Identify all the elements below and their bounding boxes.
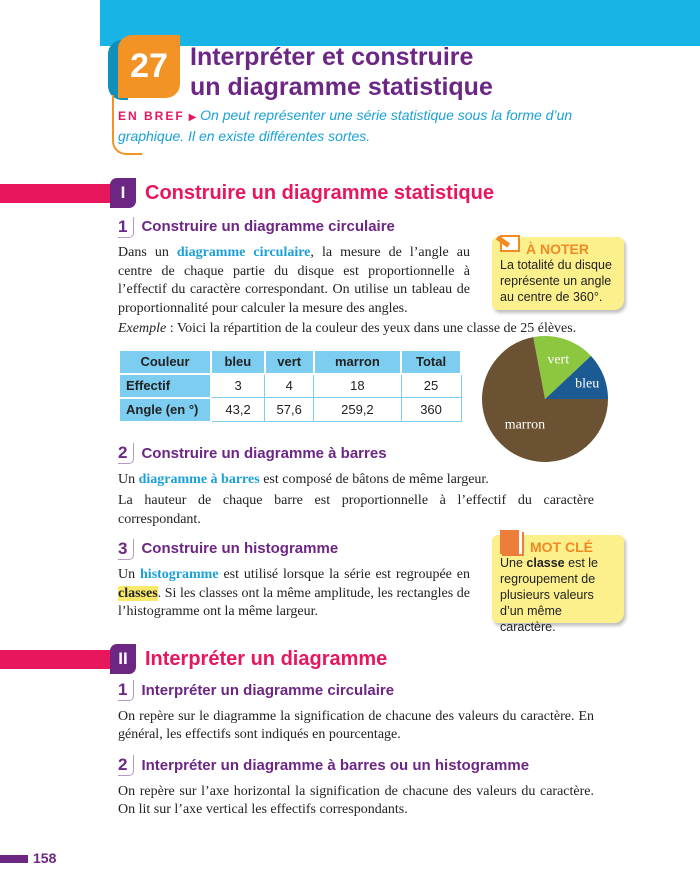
- section-title: Interpréter un diagramme: [145, 647, 388, 670]
- top-band: [100, 0, 700, 46]
- page-number-bar: [0, 855, 28, 863]
- section-bar: [0, 184, 112, 203]
- highlight: classes: [118, 585, 158, 601]
- note-text: La totalité du disque représente un angle au centre de 360°.: [500, 258, 612, 304]
- subsection-heading: 1 Interpréter un diagramme circulaire: [118, 680, 395, 699]
- note-title: À NOTER: [526, 241, 589, 257]
- section-heading: [118, 178, 628, 208]
- section-numeral: I: [110, 178, 136, 208]
- pie-label-vert: vert: [547, 352, 570, 368]
- table-row: Angle (en °) 43,2 57,6 259,2 360: [119, 398, 461, 422]
- subsection-heading: 3 Construire un histogramme: [118, 538, 339, 558]
- keyword-text: Une classe est le regroupement de plusieurs valeurs d’un même caractère.: [500, 556, 598, 634]
- triangle-right-icon: ▶: [188, 112, 197, 123]
- paragraph: Un histogramme est utilisé lorsque la série est regroupée en classes. Si les classes ont la même amplitude, les rectangles de l’histogramme ont la même largeur.: [118, 567, 470, 619]
- keyword: diagramme circulaire: [176, 245, 311, 260]
- section-numeral: II: [110, 644, 136, 674]
- page-title: [190, 42, 493, 102]
- pie-label-marron: marron: [504, 417, 546, 433]
- title-line-1: Interpréter et construire: [190, 43, 474, 71]
- main-content: [118, 178, 628, 820]
- table-row: Effectif 3 4 18 25: [119, 374, 461, 398]
- data-table: Couleur bleu vert marron Total Effectif 3 4 18 25 Angle (en °) 43,2 57,6 259,2 360: [118, 349, 462, 423]
- example: Exemple : Voici la répartition de la couleur des yeux dans une classe de 25 élèves.: [118, 321, 577, 336]
- bref-text: On peut représenter une série statistique sous la forme d’un graphique. Il en existe différentes sortes.: [118, 107, 573, 144]
- subsection-number: 1: [118, 217, 134, 238]
- pie-label-bleu: bleu: [575, 376, 600, 392]
- subsection-heading: [118, 216, 628, 238]
- section-title: Construire un diagramme statistique: [145, 182, 494, 204]
- keyword-title: MOT CLÉ: [530, 539, 593, 555]
- page-number: 158: [33, 850, 57, 866]
- paragraph: La hauteur de chaque barre est proportionnelle à l’effectif du caractère correspondant.: [118, 493, 594, 527]
- title-line-2: un diagramme statistique: [190, 73, 493, 101]
- paragraph: Dans un diagramme circulaire, la mesure de l’angle au centre de chaque partie du disque est proportionnelle à l’effectif du caractère correspondant. On utilise un tableau de proportionnalité pour calculer la mesure des angles.: [118, 245, 471, 316]
- chapter-number: 27: [118, 35, 180, 98]
- subsection-title: Construire un diagramme circulaire: [141, 218, 395, 235]
- paragraph: On repère sur l’axe horizontal la signification de chacune des valeurs du caractère. On lit sur l’axe vertical les effectifs correspondants.: [118, 783, 594, 817]
- section-heading: [118, 644, 628, 674]
- paragraph: On repère sur le diagramme la signification de chacune des valeurs du caractère. En général, les effectifs sont indiqués en pourcentage.: [118, 708, 594, 742]
- bref-label: EN BREF: [118, 109, 185, 123]
- paragraph: Un diagramme à barres est composé de bâtons de même largeur.: [118, 471, 489, 487]
- en-bref: [118, 106, 608, 146]
- subsection-heading: 2 Interpréter un diagramme à barres ou un histogramme: [118, 755, 530, 774]
- section-bar: [0, 650, 112, 669]
- subsection-heading: 2 Construire un diagramme à barres: [118, 443, 387, 462]
